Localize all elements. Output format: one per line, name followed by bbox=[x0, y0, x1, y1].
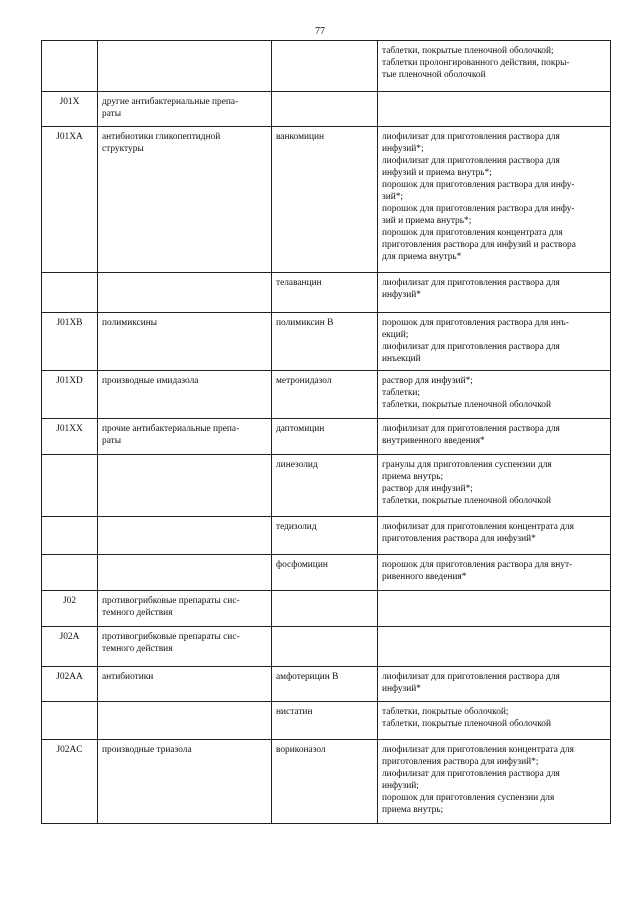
dosage-form-line: инъекций bbox=[382, 354, 421, 364]
drug-name-cell bbox=[272, 627, 378, 667]
drug-name-cell: вориконазол bbox=[272, 740, 378, 824]
atc-group-cell bbox=[98, 41, 272, 92]
atc-group-cell bbox=[98, 555, 272, 591]
drug-name-cell: нистатин bbox=[272, 702, 378, 740]
atc-code-cell bbox=[42, 455, 98, 517]
dosage-forms-cell bbox=[378, 313, 611, 371]
dosage-forms-cell bbox=[378, 517, 611, 555]
dosage-form-line: инфузий* bbox=[382, 290, 421, 300]
dosage-forms-cell bbox=[378, 41, 611, 92]
dosage-form-line: лиофилизат для приготовления концентрата для bbox=[382, 745, 574, 755]
dosage-form-line: гранулы для приготовления суспензии для bbox=[382, 460, 552, 470]
drug-name-cell: амфотерицин B bbox=[272, 667, 378, 702]
dosage-forms-cell bbox=[378, 273, 611, 313]
atc-code-cell: J01XD bbox=[42, 371, 98, 419]
atc-group-cell bbox=[98, 702, 272, 740]
dosage-form-line: приготовления раствора для инфузий и раствора bbox=[382, 240, 576, 250]
atc-code-cell: J01X bbox=[42, 92, 98, 127]
atc-group-cell bbox=[98, 667, 272, 702]
group-line: темного действия bbox=[102, 644, 173, 654]
group-line: противогрибковые препараты сис- bbox=[102, 632, 240, 642]
table-row bbox=[42, 667, 611, 702]
dosage-forms-cell bbox=[378, 371, 611, 419]
atc-code-cell bbox=[42, 273, 98, 313]
atc-code-cell bbox=[42, 41, 98, 92]
atc-code-cell: J01XB bbox=[42, 313, 98, 371]
drug-name-cell: полимиксин B bbox=[272, 313, 378, 371]
atc-group-cell bbox=[98, 627, 272, 667]
table-row bbox=[42, 740, 611, 824]
table-row bbox=[42, 702, 611, 740]
group-line: производные триазола bbox=[102, 745, 192, 755]
dosage-form-line: порошок для приготовления концентрата для bbox=[382, 228, 563, 238]
dosage-form-line: лиофилизат для приготовления раствора для bbox=[382, 342, 560, 352]
dosage-form-line: приготовления раствора для инфузий*; bbox=[382, 757, 539, 767]
dosage-form-line: лиофилизат для приготовления раствора для bbox=[382, 156, 560, 166]
table-row bbox=[42, 313, 611, 371]
dosage-form-line: раствор для инфузий*; bbox=[382, 376, 473, 386]
table-row bbox=[42, 92, 611, 127]
dosage-form-line: инфузий*; bbox=[382, 144, 424, 154]
dosage-form-line: таблетки; bbox=[382, 388, 421, 398]
atc-code-cell: J02AA bbox=[42, 667, 98, 702]
medication-table bbox=[41, 40, 611, 824]
table-row bbox=[42, 591, 611, 627]
dosage-forms-cell bbox=[378, 740, 611, 824]
drug-name-cell: линезолид bbox=[272, 455, 378, 517]
drug-name-cell: даптомицин bbox=[272, 419, 378, 455]
page-number: 77 bbox=[315, 26, 325, 37]
dosage-form-line: зий*; bbox=[382, 192, 404, 202]
table-row bbox=[42, 517, 611, 555]
dosage-forms-cell bbox=[378, 627, 611, 667]
dosage-form-line: приема внутрь; bbox=[382, 805, 444, 815]
table-row bbox=[42, 419, 611, 455]
atc-group-cell bbox=[98, 371, 272, 419]
dosage-forms-cell bbox=[378, 419, 611, 455]
dosage-form-line: инфузий* bbox=[382, 684, 421, 694]
drug-name-cell bbox=[272, 591, 378, 627]
dosage-form-line: порошок для приготовления раствора для инфу- bbox=[382, 204, 575, 214]
dosage-form-line: лиофилизат для приготовления раствора для bbox=[382, 672, 560, 682]
table-row bbox=[42, 127, 611, 273]
dosage-form-line: лиофилизат для приготовления раствора для bbox=[382, 769, 560, 779]
dosage-form-line: приготовления раствора для инфузий* bbox=[382, 534, 536, 544]
dosage-form-line: таблетки, покрытые оболочкой; bbox=[382, 707, 509, 717]
atc-code-cell: J02 bbox=[42, 591, 98, 627]
drug-name-cell bbox=[272, 41, 378, 92]
dosage-forms-cell bbox=[378, 667, 611, 702]
dosage-form-line: инфузий; bbox=[382, 781, 419, 791]
group-line: другие антибактериальные препа- bbox=[102, 97, 239, 107]
table-row bbox=[42, 555, 611, 591]
dosage-form-line: ривенного введения* bbox=[382, 572, 467, 582]
group-line: антибиотики гликопептидной bbox=[102, 132, 221, 142]
atc-code-cell: J01XX bbox=[42, 419, 98, 455]
dosage-form-line: лиофилизат для приготовления раствора для bbox=[382, 424, 560, 434]
table-row bbox=[42, 41, 611, 92]
atc-code-cell: J02A bbox=[42, 627, 98, 667]
dosage-form-line: для приема внутрь* bbox=[382, 252, 462, 262]
group-line: противогрибковые препараты сис- bbox=[102, 596, 240, 606]
group-line: раты bbox=[102, 109, 122, 119]
dosage-form-line: таблетки, покрытые пленочной оболочкой; bbox=[382, 46, 554, 56]
table-row bbox=[42, 627, 611, 667]
atc-group-cell bbox=[98, 591, 272, 627]
dosage-form-line: таблетки пролонгированного действия, покры- bbox=[382, 58, 570, 68]
atc-code-cell: J01XA bbox=[42, 127, 98, 273]
dosage-form-line: екций; bbox=[382, 330, 409, 340]
dosage-form-line: приема внутрь; bbox=[382, 472, 444, 482]
dosage-forms-cell bbox=[378, 455, 611, 517]
group-line: производные имидазола bbox=[102, 376, 199, 386]
dosage-form-line: инфузий и приема внутрь*; bbox=[382, 168, 492, 178]
dosage-form-line: таблетки, покрытые пленочной оболочкой bbox=[382, 719, 551, 729]
dosage-form-line: лиофилизат для приготовления раствора для bbox=[382, 278, 560, 288]
dosage-form-line: порошок для приготовления суспензии для bbox=[382, 793, 555, 803]
group-line: раты bbox=[102, 436, 122, 446]
atc-code-cell bbox=[42, 702, 98, 740]
atc-group-cell bbox=[98, 92, 272, 127]
dosage-forms-cell bbox=[378, 591, 611, 627]
atc-group-cell bbox=[98, 517, 272, 555]
dosage-form-line: лиофилизат для приготовления раствора для bbox=[382, 132, 560, 142]
dosage-form-line: зий и приема внутрь*; bbox=[382, 216, 472, 226]
drug-name-cell: тедизолид bbox=[272, 517, 378, 555]
table-row bbox=[42, 273, 611, 313]
dosage-form-line: внутривенного введения* bbox=[382, 436, 485, 446]
dosage-forms-cell bbox=[378, 92, 611, 127]
group-line: антибиотики bbox=[102, 672, 154, 682]
dosage-form-line: порошок для приготовления раствора для инъ- bbox=[382, 318, 569, 328]
dosage-form-line: порошок для приготовления раствора для инфу- bbox=[382, 180, 575, 190]
drug-name-cell bbox=[272, 92, 378, 127]
atc-group-cell bbox=[98, 455, 272, 517]
drug-name-cell: телаванцин bbox=[272, 273, 378, 313]
atc-group-cell bbox=[98, 127, 272, 273]
dosage-form-line: таблетки, покрытые пленочной оболочкой bbox=[382, 400, 551, 410]
dosage-form-line: таблетки, покрытые пленочной оболочкой bbox=[382, 496, 551, 506]
dosage-forms-cell bbox=[378, 702, 611, 740]
group-line: прочие антибактериальные препа- bbox=[102, 424, 240, 434]
atc-code-cell bbox=[42, 555, 98, 591]
dosage-forms-cell bbox=[378, 127, 611, 273]
dosage-form-line: тые пленочной оболочкой bbox=[382, 70, 486, 80]
group-line: полимиксины bbox=[102, 318, 158, 328]
atc-group-cell bbox=[98, 419, 272, 455]
atc-group-cell bbox=[98, 273, 272, 313]
drug-name-cell: метронидазол bbox=[272, 371, 378, 419]
dosage-forms-cell bbox=[378, 555, 611, 591]
table-row bbox=[42, 371, 611, 419]
drug-name-cell: фосфомицин bbox=[272, 555, 378, 591]
group-line: темного действия bbox=[102, 608, 173, 618]
dosage-form-line: лиофилизат для приготовления концентрата для bbox=[382, 522, 574, 532]
table-row bbox=[42, 455, 611, 517]
atc-group-cell bbox=[98, 313, 272, 371]
dosage-form-line: раствор для инфузий*; bbox=[382, 484, 473, 494]
atc-group-cell bbox=[98, 740, 272, 824]
drug-name-cell: ванкомицин bbox=[272, 127, 378, 273]
atc-code-cell bbox=[42, 517, 98, 555]
group-line: структуры bbox=[102, 144, 144, 154]
dosage-form-line: порошок для приготовления раствора для внут- bbox=[382, 560, 573, 570]
atc-code-cell: J02AC bbox=[42, 740, 98, 824]
